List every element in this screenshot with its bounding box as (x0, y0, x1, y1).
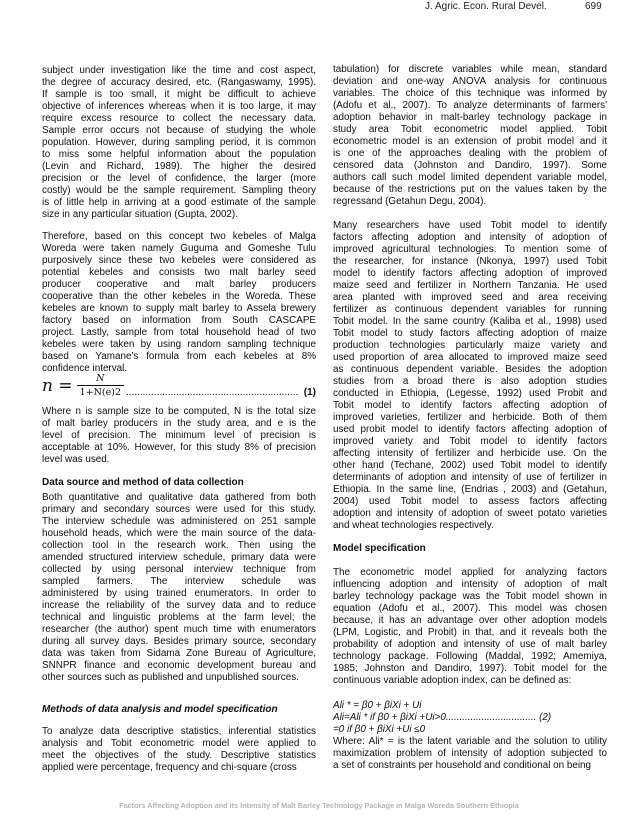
text-line: equation (Adofu et al., 2007). This model was chosen (333, 603, 607, 614)
text-line: collection tool in the research work. Then using the (42, 540, 316, 551)
text-line: improved variety and Tobit model to identify factors (333, 436, 607, 447)
text-line: (Adofu et al., 2007). To analyze determinants of farmers' (333, 100, 607, 111)
text-line: maximization problem of intensity of adoption subjected to (333, 748, 607, 759)
text-line: precision or the level of confidence, the larger (more (42, 173, 316, 184)
text-line: level of precision. The minimum level of precision is (42, 430, 316, 441)
yamane-formula (42, 370, 316, 402)
text-line: subject under investigation like the time and cost aspect, (42, 65, 316, 76)
text-line: Tobit model. In the same country (Kaliba et al., 1998) used (333, 316, 607, 327)
text-line: =0 if β0 + βiXi +Ui ≤0 (333, 724, 426, 735)
text-line: of malt barley producers in the study area, and e is the (42, 418, 316, 429)
section-heading: Data source and method of data collection (42, 477, 244, 488)
text-line: other sources such as published and unpublished sources. (42, 672, 299, 683)
paragraph (42, 726, 316, 774)
text-line: Therefore, based on this concept two kebeles of Malga (42, 231, 316, 242)
text-line: collected by using personal interview technique from (42, 564, 316, 575)
text-line: 1985; Johnston and Dandiro, 1997). Tobit model for the (333, 663, 607, 674)
text-line: because of the restrictions put on the values taken by the (333, 184, 607, 195)
text-line: SNNPR finance and economic development bureau and (42, 660, 316, 671)
text-line: continuous variable adoption index, can be defined as: (333, 675, 572, 686)
paragraph (333, 736, 607, 772)
text-line: used probit model to identify factors affecting adoption of (333, 424, 607, 435)
text-line: is one of the approaches dealing with the problem of (333, 148, 607, 159)
text-line: kebeles are known to supply malt barley to Assela brewery (42, 303, 316, 314)
text-line: conducted in Ethiopia, (Legesse, 1992) used Probit and (333, 388, 607, 399)
text-line: econometric model is an extension of probit model and it (333, 136, 607, 147)
section-heading: Methods of data analysis and model specification (42, 704, 278, 715)
paragraph (42, 406, 316, 466)
text-line: kebeles were taken by using random sampling technique (42, 339, 316, 350)
text-line: the researcher, for instance (Nkonya, 1997) used Tobit (333, 256, 607, 267)
running-footer: Factors Affecting Adoption and its Intensity of Malt Barley Technology Package in Malga Woreda Southern Ethiopia (119, 801, 519, 810)
text-line: variables. The choice of this technique was informed by (333, 88, 607, 99)
text-line: factory based on information from South CASCAPE (42, 315, 316, 326)
text-line: determinants of adoption and intensity of use of fertilizer in (333, 472, 607, 483)
formula-numerator: N (96, 373, 105, 384)
text-line: level was used. (42, 454, 110, 465)
text-line: Where n is sample size to be computed, N is the total size (42, 406, 316, 417)
text-line: as continuous dependent variable. Besides the adoption (333, 364, 607, 375)
text-line: fertilizer as continuous dependent variables for running (333, 304, 607, 315)
text-line: because, it has an advantage over other adoption models (333, 615, 607, 626)
text-line: Woreda were taken namely Guguma and Gomeshe Tulu (42, 243, 316, 254)
text-line: based on Yamane's formula from each kebeles at 8% (42, 351, 316, 362)
formula-leader: .............................................................. (126, 387, 299, 398)
text-line: The interview schedule was administered on 251 sample (42, 516, 316, 527)
text-line: technology package. Following (Maddal, 1992; Amemiya, (333, 651, 607, 662)
text-line: sampled farmers. The interview schedule was (42, 576, 316, 587)
text-line: barley technology package was the Tobit model shown in (333, 591, 607, 602)
formula-denominator: 1+N(e)2 (77, 385, 124, 399)
text-line: Where: Ali* = is the latent variable and the solution to utility (333, 736, 607, 747)
text-line: a set of constraints per household and conditional on being (333, 760, 592, 771)
text-line: The econometric model applied for analyzing factors (333, 567, 607, 578)
text-line: censored data (Johnston and Dandiro, 1997). Some (333, 160, 607, 171)
text-line: Tobit model to study factors affecting adoption of maize (333, 328, 607, 339)
text-line: Sample error occurs not because of studying the whole (42, 125, 316, 136)
text-line: (Levin and Richard, 1989). The higher the desired (42, 161, 316, 172)
text-line: Both quantitative and qualitative data gathered from both (42, 492, 316, 503)
text-line: population. However, during sampling period, it is common (42, 137, 316, 148)
page-number: 699 (585, 1, 602, 12)
paragraph (333, 220, 607, 532)
text-line: (LPM, Logistic, and Probit) in that, and it reveals both the (333, 627, 607, 638)
text-line: producer cooperative and malt barley producers (42, 279, 316, 290)
paragraph (333, 64, 607, 208)
text-line: affecting intensity of fertilizer and herbicide use. On the (333, 448, 607, 459)
text-line: data was taken from Sidama Zone Bureau of Agriculture, (42, 648, 316, 659)
text-line: area planted with improved seed and area receiving (333, 292, 607, 303)
text-line: improved varieties, fertilizer and herbicide. Both of them (333, 412, 607, 423)
section-heading: Model specification (333, 543, 426, 554)
text-line: Many researchers have used Tobit model to identify (333, 220, 607, 231)
text-line: used proportion of area allocated to improved maize seed (333, 352, 607, 363)
text-line: size in any particular situation (Gupta, 2002). (42, 209, 238, 220)
text-line: acceptable at 10%. However, for this study 8% of precision (42, 442, 316, 453)
text-line: meet the objectives of the study. Descriptive statistics (42, 750, 316, 761)
text-line: purposively since these two kebeles were considered as (42, 255, 316, 266)
text-line: the degree of accuracy desired, etc. (Rangaswamy, 1995). (42, 77, 316, 88)
text-line: is of little help in arriving at a good estimate of the sample (42, 197, 316, 208)
paragraph (42, 65, 316, 221)
formula-fraction (77, 373, 124, 399)
text-line: to miss some helpful information about the population (42, 149, 316, 160)
text-line: administered by using trained enumerators. In order to (42, 588, 316, 599)
text-line: cooperative than the other kebeles in the Woreda. These (42, 291, 316, 302)
text-line: factors affecting adoption and intensity of adoption of (333, 232, 607, 243)
text-line: improved agricultural technologies. To mention some of (333, 244, 607, 255)
text-line: Ali * = β0 + βiXi + Ui (333, 700, 422, 711)
text-line: production technologies particularly maize variety and (333, 340, 607, 351)
text-line: adoption and intensity of adoption of sweet potato varieties (333, 508, 607, 519)
text-line: confidence interval. (42, 363, 128, 374)
text-line: regressand (Getahun Degu, 2004). (333, 196, 487, 207)
text-line: primary and secondary sources were used for this study. (42, 504, 316, 515)
text-line: require excess resource to collect the necessary data. (42, 113, 316, 124)
text-line: probability of adoption and intensity of use of malt barley (333, 639, 607, 650)
text-line: Ethiopia. In the same line, (Endrias , 2003) and (Getahun, (333, 484, 607, 495)
text-line: other hand (Techane, 2002) used Tobit model to identify (333, 460, 607, 471)
text-line: objective of inferences whereas when it is too large, it may (42, 101, 316, 112)
text-line: technical and linguistic problems at the farm level; the (42, 612, 316, 623)
journal-name: J. Agric. Econ. Rural Devel. (425, 1, 547, 12)
text-line: authors call such model limited dependent variable model, (333, 172, 607, 183)
text-line: increase the reliability of the survey data and to reduce (42, 600, 316, 611)
text-line: household heads, which were the main source of the data- (42, 528, 316, 539)
text-line: tabulation) for discrete variables while mean, standard (333, 64, 607, 75)
text-line: researcher (the author) spent much time with enumerators (42, 624, 316, 635)
text-line: applied were percentage, frequency and chi-square (cross (42, 762, 297, 773)
text-line: potential kebeles and consists two malt barley seed (42, 267, 316, 278)
text-line: 2004) used Tobit model to assess factors affecting (333, 496, 607, 507)
text-line: costly) would be the sample requirement. Sampling theory (42, 185, 316, 196)
text-line: project. Lastly, sample from total household head of two (42, 327, 316, 338)
text-line: To analyze data descriptive statistics, inferential statistics (42, 726, 316, 737)
text-line: and wheat technologies respectively. (333, 520, 494, 531)
paragraph (42, 492, 316, 684)
text-line: If sample is too small, it might be difficult to achieve (42, 89, 316, 100)
tobit-equations (333, 700, 607, 736)
text-line: maize seed and fertilizer in Northern Tanzania. He used (333, 280, 607, 291)
text-line: during all survey days. Besides primary source, secondary (42, 636, 316, 647)
paragraph (333, 567, 607, 687)
text-line: studies from a broad there is also adoption studies (333, 376, 607, 387)
text-line: model to identify factors affecting adoption of improved (333, 268, 607, 279)
paragraph (42, 231, 316, 375)
text-line: analysis and Tobit econometric model were applied to (42, 738, 316, 749)
formula-lhs: n = (42, 376, 73, 396)
text-line: Tobit model to identify factors affecting adoption of (333, 400, 607, 411)
text-line: study area Tobit econometric model applied. Tobit (333, 124, 607, 135)
text-line: amended structured interview schedule, primary data were (42, 552, 316, 563)
text-line: deviation and one-way ANOVA analysis for continuous (333, 76, 607, 87)
text-line: adoption behavior in malt-barley technology package in (333, 112, 607, 123)
text-line: influencing adoption and intensity of adoption of malt (333, 579, 607, 590)
equation-number: (1) (303, 387, 316, 398)
text-line: Ali=Ali * if β0 + βiXi +Ui>0................................. (2) (333, 712, 552, 723)
